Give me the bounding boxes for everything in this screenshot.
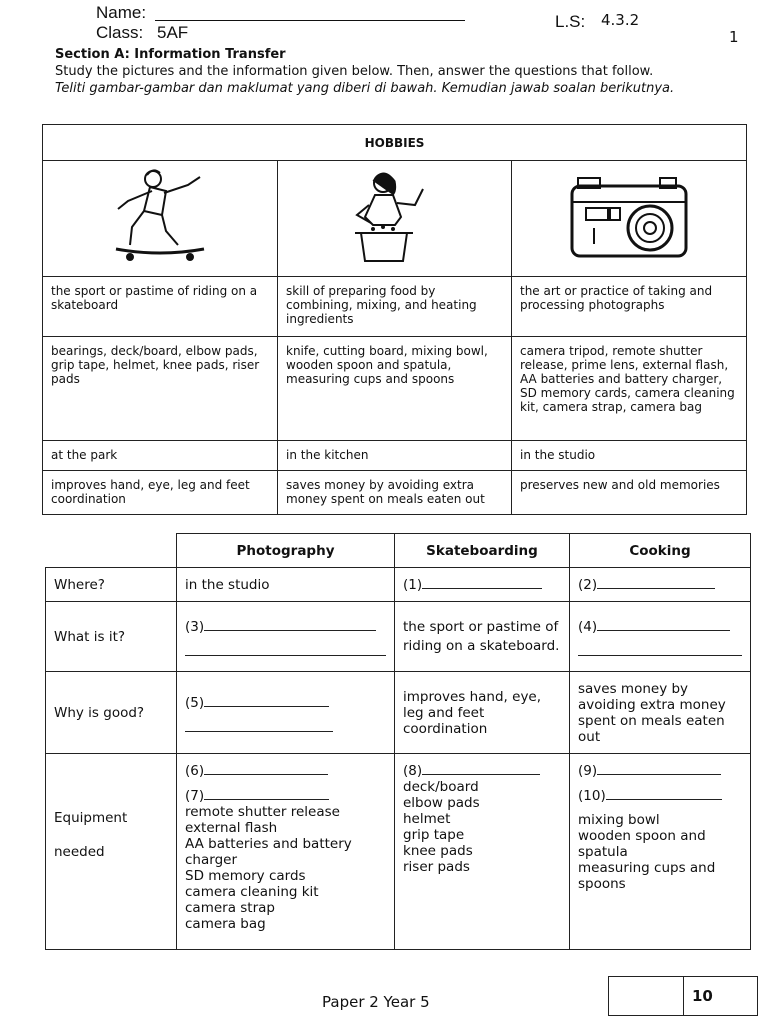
answer-3-number: (3) [185, 618, 205, 635]
answer-7-number: (7) [185, 788, 205, 804]
hobbies-table [42, 124, 747, 515]
photo-equipment: camera tripod, remote shutter release, prime lens, external flash, AA batteries and battery charger, SD memory cards, camera cleaning kit, camera strap, camera bag [512, 337, 747, 441]
answer-2[interactable] [570, 568, 751, 602]
table-corner [46, 534, 177, 568]
answer-4-blank[interactable] [597, 618, 730, 631]
cooking-definition: skill of preparing food by combining, mixing, and heating ingredients [278, 277, 512, 337]
answer-3-blank[interactable] [204, 618, 376, 631]
photo-item: camera cleaning kit [185, 884, 319, 900]
header-photography: Photography [177, 534, 395, 568]
cooking-equipment: knife, cutting board, mixing bowl, wooden spoon and spatula, measuring cups and spoons [278, 337, 512, 441]
hobbies-title: HOBBIES [43, 125, 747, 161]
answer-3[interactable] [177, 602, 395, 672]
photo-definition: the art or practice of taking and processing photographs [512, 277, 747, 337]
row-label-what: What is it? [46, 602, 177, 672]
cooking-item: wooden spoon and spatula [578, 828, 706, 860]
photo-benefit: preserves new and old memories [512, 471, 747, 515]
skate-item: riser pads [403, 859, 470, 875]
camera-icon [564, 172, 694, 262]
cooking-icon [335, 165, 455, 269]
answer-5-blank-line-2[interactable] [185, 717, 333, 732]
skate-equipment-cell [395, 754, 570, 950]
page-number: 1 [729, 28, 739, 46]
cooking-picture [278, 161, 512, 277]
answer-5[interactable] [177, 672, 395, 754]
skate-item: knee pads [403, 843, 473, 859]
answer-4-blank-line-2[interactable] [578, 641, 742, 656]
answer-10[interactable] [578, 787, 742, 804]
answer-table [45, 533, 751, 950]
section-title: Section A: Information Transfer [55, 47, 286, 62]
answer-5-number: (5) [185, 694, 205, 711]
answer-10-number: (10) [578, 788, 606, 804]
skate-item: helmet [403, 811, 451, 827]
skate-why: improves hand, eye, leg and feet coordination [395, 672, 570, 754]
photo-item: camera bag [185, 916, 266, 932]
photo-item: SD memory cards [185, 868, 306, 884]
answer-9-number: (9) [578, 763, 598, 779]
cooking-benefit: saves money by avoiding extra money spent on meals eaten out [278, 471, 512, 515]
equipment-label-2: needed [54, 844, 105, 860]
skate-place: at the park [43, 441, 278, 471]
answer-6[interactable] [185, 762, 386, 779]
cooking-equipment-cell [570, 754, 751, 950]
answer-5-blank[interactable] [204, 694, 329, 707]
skate-what: the sport or pastime of riding on a skateboard. [395, 602, 570, 672]
skate-benefit: improves hand, eye, leg and feet coordination [43, 471, 278, 515]
class-label: Class: [96, 23, 144, 42]
answer-1-number: (1) [403, 577, 423, 593]
answer-1[interactable] [395, 568, 570, 602]
camera-picture [512, 161, 747, 277]
answer-3-blank-line-2[interactable] [185, 641, 386, 656]
photo-item: external flash [185, 820, 278, 836]
answer-6-blank[interactable] [204, 762, 328, 775]
skate-equipment: bearings, deck/board, elbow pads, grip tape, helmet, knee pads, riser pads [43, 337, 278, 441]
equipment-label-1: Equipment [54, 810, 128, 826]
answer-6-number: (6) [185, 763, 205, 779]
cooking-item: measuring cups and spoons [578, 860, 716, 892]
answer-9-blank[interactable] [597, 762, 721, 775]
score-divider [683, 977, 684, 1015]
photo-item: AA batteries and battery charger [185, 836, 352, 868]
answer-8-blank[interactable] [422, 762, 540, 775]
answer-10-blank[interactable] [606, 787, 722, 800]
cooking-item: mixing bowl [578, 812, 660, 828]
photo-equipment-cell [177, 754, 395, 950]
photo-place: in the studio [512, 441, 747, 471]
skate-definition: the sport or pastime of riding on a skateboard [43, 277, 278, 337]
skateboarder-picture [43, 161, 278, 277]
ls-label: L.S: [555, 12, 586, 31]
answer-7-blank[interactable] [204, 787, 329, 800]
row-label-where: Where? [46, 568, 177, 602]
instruction-en: Study the pictures and the information given below. Then, answer the questions that follow. [55, 64, 654, 79]
answer-4[interactable] [570, 602, 751, 672]
score-box [608, 976, 758, 1016]
answer-2-number: (2) [578, 577, 598, 593]
skate-item: grip tape [403, 827, 465, 843]
header-skateboarding: Skateboarding [395, 534, 570, 568]
cooking-place: in the kitchen [278, 441, 512, 471]
ls-value: 4.3.2 [601, 11, 640, 29]
name-field[interactable] [155, 20, 465, 21]
answer-7[interactable] [185, 787, 386, 804]
header-cooking: Cooking [570, 534, 751, 568]
row-label-why: Why is good? [46, 672, 177, 754]
photo-item: camera strap [185, 900, 275, 916]
score-total: 10 [692, 987, 713, 1005]
cooking-why: saves money by avoiding extra money spent on meals eaten out [570, 672, 751, 754]
skateboarder-icon [100, 165, 220, 269]
answer-9[interactable] [578, 762, 742, 779]
skate-item: elbow pads [403, 795, 480, 811]
answer-1-blank[interactable] [422, 576, 542, 589]
photo-where: in the studio [177, 568, 395, 602]
photo-item: remote shutter release [185, 804, 340, 820]
name-label: Name: [96, 3, 147, 22]
instruction-ms: Teliti gambar-gambar dan maklumat yang diberi di bawah. Kemudian jawab soalan berikutnya. [55, 81, 675, 96]
row-label-equipment [46, 754, 177, 950]
paper-label: Paper 2 Year 5 [322, 993, 430, 1011]
answer-4-number: (4) [578, 618, 598, 635]
answer-2-blank[interactable] [597, 576, 715, 589]
answer-8[interactable] [403, 762, 561, 779]
skate-item: deck/board [403, 779, 479, 795]
class-value: 5AF [157, 23, 189, 42]
answer-8-number: (8) [403, 763, 423, 779]
